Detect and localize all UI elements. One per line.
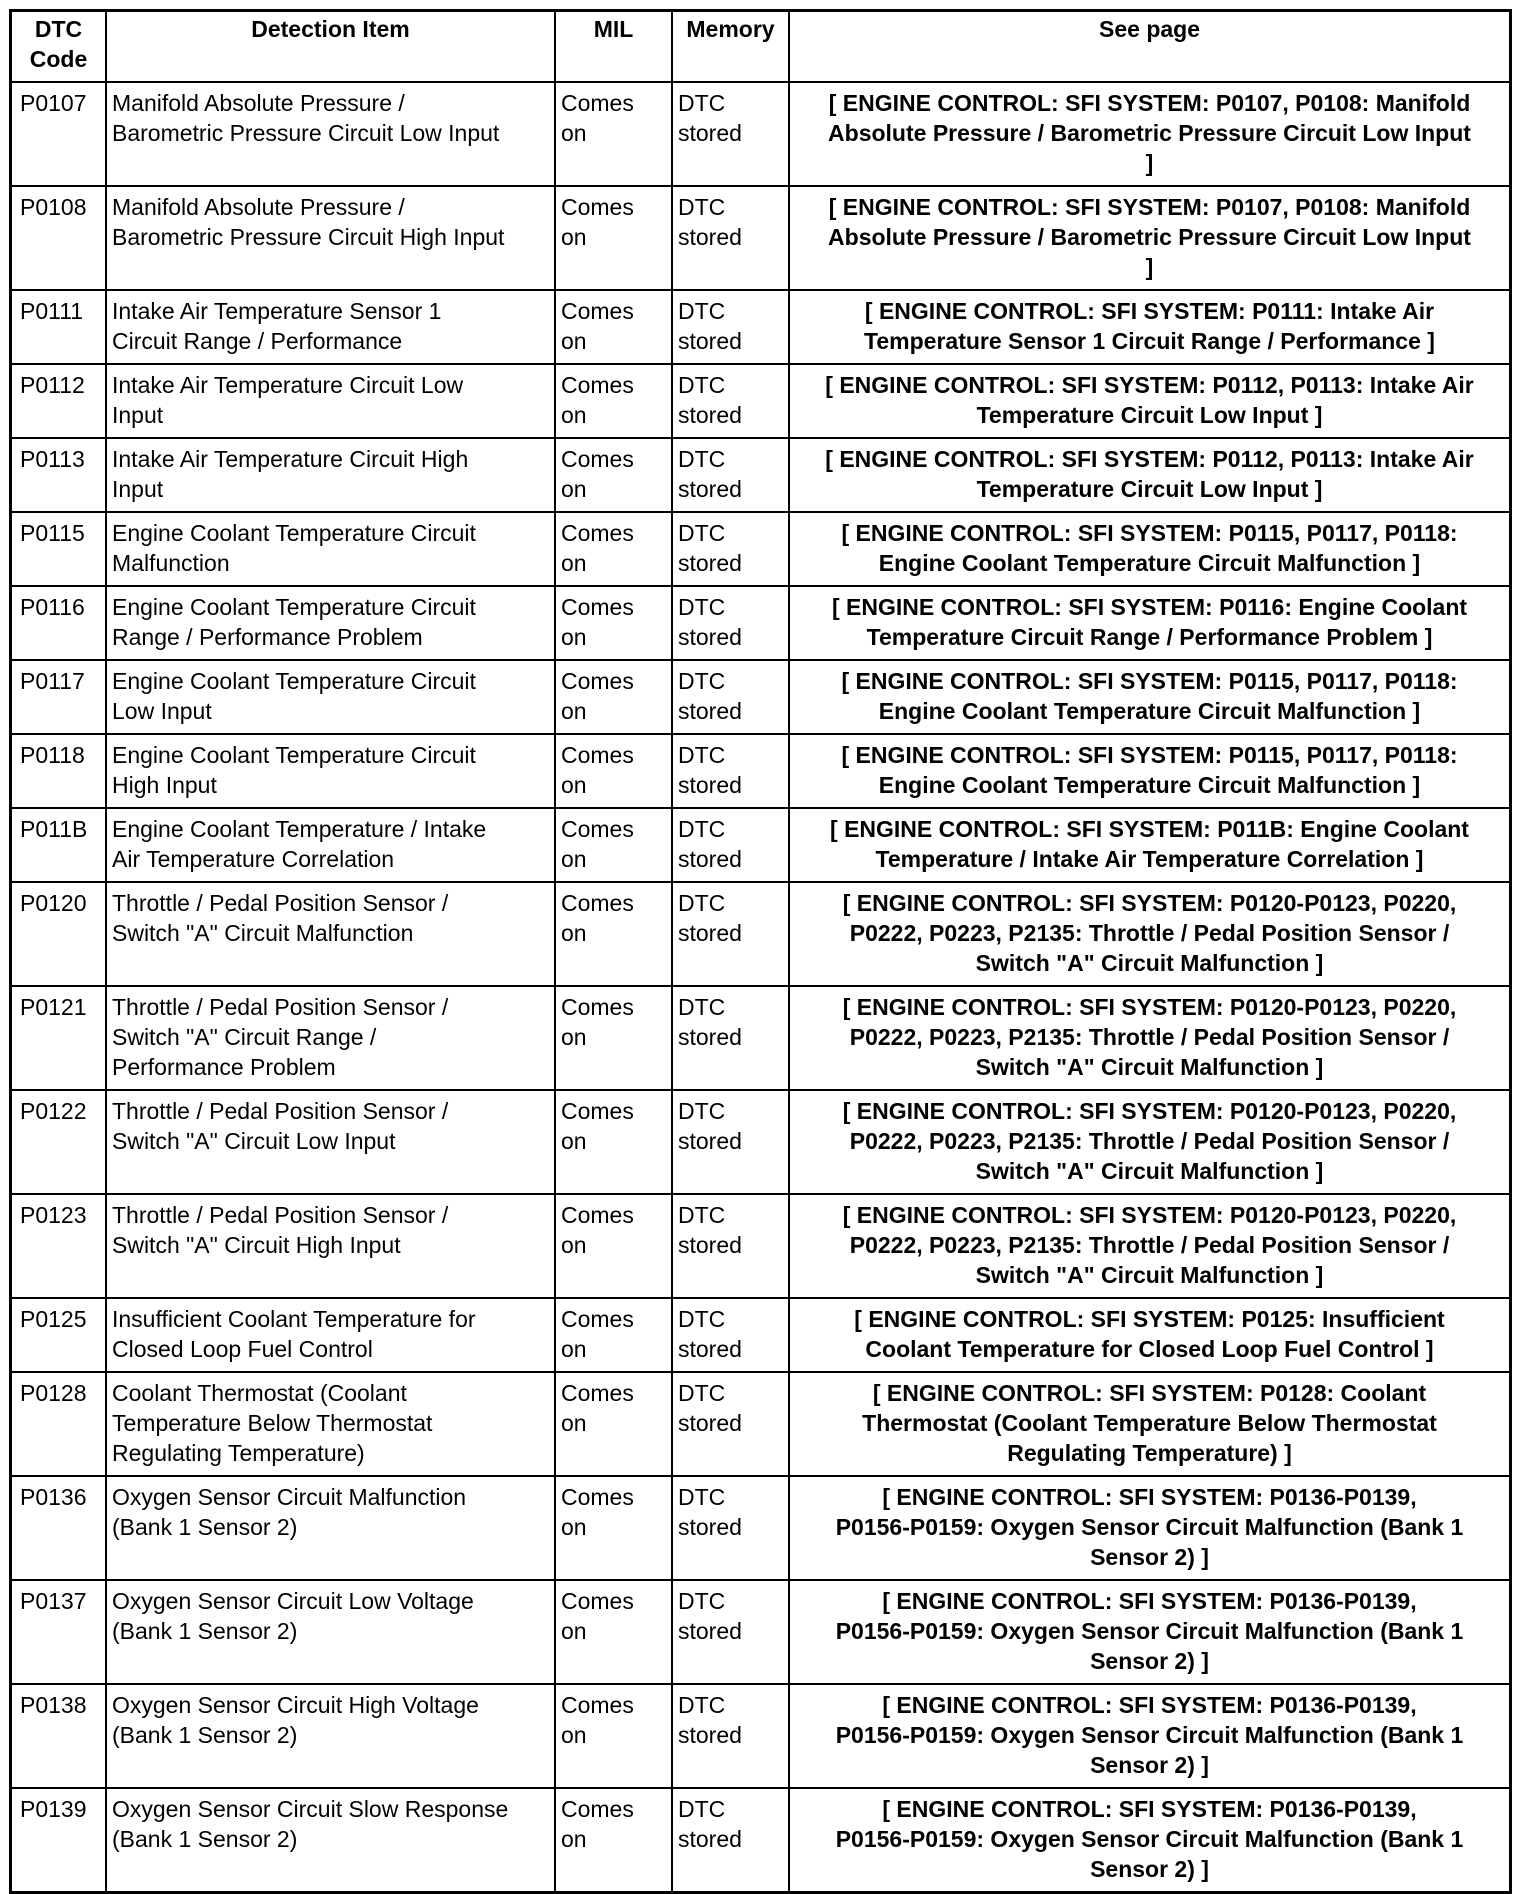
see-page-link[interactable]: [ ENGINE CONTROL: SFI SYSTEM: P0128: Coolant Thermostat (Coolant Temperature Below Thermostat Regulating Temperature) ] <box>789 1372 1511 1476</box>
mil-cell: Comes on <box>555 660 672 734</box>
table-row <box>11 82 1511 186</box>
mil-cell: Comes on <box>555 186 672 290</box>
detection-item-cell: Coolant Thermostat (Coolant Temperature Below Thermostat Regulating Temperature) <box>106 1372 555 1476</box>
memory-cell: DTC stored <box>672 660 789 734</box>
see-page-link[interactable]: [ ENGINE CONTROL: SFI SYSTEM: P0115, P0117, P0118: Engine Coolant Temperature Circuit Malfunction ] <box>789 734 1511 808</box>
see-page-link[interactable]: [ ENGINE CONTROL: SFI SYSTEM: P0136-P0139, P0156-P0159: Oxygen Sensor Circuit Malfunction (Bank 1 Sensor 2) ] <box>789 1788 1511 1893</box>
detection-item-cell: Throttle / Pedal Position Sensor / Switch "A" Circuit Malfunction <box>106 882 555 986</box>
memory-cell: DTC stored <box>672 1476 789 1580</box>
table-row <box>11 1476 1511 1580</box>
memory-cell: DTC stored <box>672 364 789 438</box>
memory-cell: DTC stored <box>672 1372 789 1476</box>
dtc-table <box>9 9 1512 1894</box>
table-row <box>11 882 1511 986</box>
detection-item-cell: Engine Coolant Temperature Circuit Low Input <box>106 660 555 734</box>
dtc-code-cell: P011B <box>11 808 107 882</box>
mil-cell: Comes on <box>555 1476 672 1580</box>
table-row <box>11 1372 1511 1476</box>
memory-cell: DTC stored <box>672 1580 789 1684</box>
table-row <box>11 1684 1511 1788</box>
dtc-code-cell: P0123 <box>11 1194 107 1298</box>
mil-cell: Comes on <box>555 986 672 1090</box>
mil-cell: Comes on <box>555 808 672 882</box>
detection-item-cell: Oxygen Sensor Circuit Malfunction (Bank 1 Sensor 2) <box>106 1476 555 1580</box>
mil-cell: Comes on <box>555 364 672 438</box>
see-page-link[interactable]: [ ENGINE CONTROL: SFI SYSTEM: P0120-P0123, P0220, P0222, P0223, P2135: Throttle / Pedal Position Sensor / Switch "A" Circuit Malfunction ] <box>789 882 1511 986</box>
table-row <box>11 1788 1511 1893</box>
mil-cell: Comes on <box>555 1580 672 1684</box>
table-row <box>11 586 1511 660</box>
see-page-link[interactable]: [ ENGINE CONTROL: SFI SYSTEM: P0136-P0139, P0156-P0159: Oxygen Sensor Circuit Malfunction (Bank 1 Sensor 2) ] <box>789 1684 1511 1788</box>
dtc-code-cell: P0116 <box>11 586 107 660</box>
dtc-code-cell: P0137 <box>11 1580 107 1684</box>
see-page-link[interactable]: [ ENGINE CONTROL: SFI SYSTEM: P0112, P0113: Intake Air Temperature Circuit Low Input ] <box>789 438 1511 512</box>
detection-item-cell: Throttle / Pedal Position Sensor / Switch "A" Circuit Low Input <box>106 1090 555 1194</box>
detection-item-cell: Manifold Absolute Pressure / Barometric Pressure Circuit Low Input <box>106 82 555 186</box>
mil-cell: Comes on <box>555 882 672 986</box>
dtc-code-cell: P0139 <box>11 1788 107 1893</box>
memory-cell: DTC stored <box>672 290 789 364</box>
mil-cell: Comes on <box>555 1298 672 1372</box>
dtc-code-cell: P0121 <box>11 986 107 1090</box>
detection-item-cell: Insufficient Coolant Temperature for Closed Loop Fuel Control <box>106 1298 555 1372</box>
mil-cell: Comes on <box>555 1194 672 1298</box>
detection-item-cell: Intake Air Temperature Circuit Low Input <box>106 364 555 438</box>
mil-cell: Comes on <box>555 1788 672 1893</box>
memory-cell: DTC stored <box>672 1298 789 1372</box>
table-row <box>11 364 1511 438</box>
table-row <box>11 512 1511 586</box>
detection-item-cell: Throttle / Pedal Position Sensor / Switch "A" Circuit High Input <box>106 1194 555 1298</box>
header-dtc-code: DTC Code <box>11 11 107 83</box>
see-page-link[interactable]: [ ENGINE CONTROL: SFI SYSTEM: P0120-P0123, P0220, P0222, P0223, P2135: Throttle / Pedal Position Sensor / Switch "A" Circuit Malfunction ] <box>789 1194 1511 1298</box>
mil-cell: Comes on <box>555 290 672 364</box>
memory-cell: DTC stored <box>672 882 789 986</box>
detection-item-cell: Oxygen Sensor Circuit Low Voltage (Bank 1 Sensor 2) <box>106 1580 555 1684</box>
see-page-link[interactable]: [ ENGINE CONTROL: SFI SYSTEM: P011B: Engine Coolant Temperature / Intake Air Temperature Correlation ] <box>789 808 1511 882</box>
table-row <box>11 986 1511 1090</box>
mil-cell: Comes on <box>555 82 672 186</box>
detection-item-cell: Engine Coolant Temperature Circuit Malfunction <box>106 512 555 586</box>
mil-cell: Comes on <box>555 438 672 512</box>
detection-item-cell: Engine Coolant Temperature Circuit High Input <box>106 734 555 808</box>
see-page-link[interactable]: [ ENGINE CONTROL: SFI SYSTEM: P0112, P0113: Intake Air Temperature Circuit Low Input ] <box>789 364 1511 438</box>
detection-item-cell: Engine Coolant Temperature / Intake Air Temperature Correlation <box>106 808 555 882</box>
dtc-code-cell: P0112 <box>11 364 107 438</box>
mil-cell: Comes on <box>555 1684 672 1788</box>
mil-cell: Comes on <box>555 512 672 586</box>
table-row <box>11 734 1511 808</box>
dtc-code-cell: P0118 <box>11 734 107 808</box>
dtc-code-cell: P0108 <box>11 186 107 290</box>
header-detection-item: Detection Item <box>106 11 555 83</box>
table-row <box>11 1298 1511 1372</box>
table-row <box>11 1580 1511 1684</box>
see-page-link[interactable]: [ ENGINE CONTROL: SFI SYSTEM: P0136-P0139, P0156-P0159: Oxygen Sensor Circuit Malfunction (Bank 1 Sensor 2) ] <box>789 1580 1511 1684</box>
see-page-link[interactable]: [ ENGINE CONTROL: SFI SYSTEM: P0116: Engine Coolant Temperature Circuit Range / Performance Problem ] <box>789 586 1511 660</box>
dtc-code-cell: P0117 <box>11 660 107 734</box>
dtc-code-cell: P0138 <box>11 1684 107 1788</box>
memory-cell: DTC stored <box>672 1090 789 1194</box>
detection-item-cell: Throttle / Pedal Position Sensor / Switch "A" Circuit Range / Performance Problem <box>106 986 555 1090</box>
see-page-link[interactable]: [ ENGINE CONTROL: SFI SYSTEM: P0125: Insufficient Coolant Temperature for Closed Loop Fuel Control ] <box>789 1298 1511 1372</box>
memory-cell: DTC stored <box>672 586 789 660</box>
dtc-code-cell: P0107 <box>11 82 107 186</box>
detection-item-cell: Oxygen Sensor Circuit Slow Response (Bank 1 Sensor 2) <box>106 1788 555 1893</box>
memory-cell: DTC stored <box>672 82 789 186</box>
detection-item-cell: Engine Coolant Temperature Circuit Range / Performance Problem <box>106 586 555 660</box>
table-row <box>11 186 1511 290</box>
detection-item-cell: Oxygen Sensor Circuit High Voltage (Bank 1 Sensor 2) <box>106 1684 555 1788</box>
header-memory: Memory <box>672 11 789 83</box>
mil-cell: Comes on <box>555 1090 672 1194</box>
dtc-code-cell: P0115 <box>11 512 107 586</box>
dtc-code-cell: P0113 <box>11 438 107 512</box>
mil-cell: Comes on <box>555 586 672 660</box>
detection-item-cell: Intake Air Temperature Circuit High Input <box>106 438 555 512</box>
dtc-code-cell: P0120 <box>11 882 107 986</box>
table-row <box>11 438 1511 512</box>
memory-cell: DTC stored <box>672 512 789 586</box>
memory-cell: DTC stored <box>672 1684 789 1788</box>
table-row <box>11 1194 1511 1298</box>
memory-cell: DTC stored <box>672 808 789 882</box>
dtc-code-cell: P0125 <box>11 1298 107 1372</box>
see-page-link[interactable]: [ ENGINE CONTROL: SFI SYSTEM: P0136-P0139, P0156-P0159: Oxygen Sensor Circuit Malfunction (Bank 1 Sensor 2) ] <box>789 1476 1511 1580</box>
see-page-link[interactable]: [ ENGINE CONTROL: SFI SYSTEM: P0107, P0108: Manifold Absolute Pressure / Barometric Pressure Circuit Low Input ] <box>789 186 1511 290</box>
see-page-link[interactable]: [ ENGINE CONTROL: SFI SYSTEM: P0107, P0108: Manifold Absolute Pressure / Barometric Pressure Circuit Low Input ] <box>789 82 1511 186</box>
dtc-code-cell: P0122 <box>11 1090 107 1194</box>
mil-cell: Comes on <box>555 1372 672 1476</box>
dtc-code-cell: P0111 <box>11 290 107 364</box>
table-row <box>11 808 1511 882</box>
memory-cell: DTC stored <box>672 186 789 290</box>
memory-cell: DTC stored <box>672 986 789 1090</box>
detection-item-cell: Intake Air Temperature Sensor 1 Circuit Range / Performance <box>106 290 555 364</box>
see-page-link[interactable]: [ ENGINE CONTROL: SFI SYSTEM: P0120-P0123, P0220, P0222, P0223, P2135: Throttle / Pedal Position Sensor / Switch "A" Circuit Malfunction ] <box>789 1090 1511 1194</box>
table-row <box>11 660 1511 734</box>
memory-cell: DTC stored <box>672 438 789 512</box>
dtc-code-cell: P0128 <box>11 1372 107 1476</box>
memory-cell: DTC stored <box>672 1194 789 1298</box>
see-page-link[interactable]: [ ENGINE CONTROL: SFI SYSTEM: P0115, P0117, P0118: Engine Coolant Temperature Circuit Malfunction ] <box>789 660 1511 734</box>
table-row <box>11 290 1511 364</box>
header-mil: MIL <box>555 11 672 83</box>
see-page-link[interactable]: [ ENGINE CONTROL: SFI SYSTEM: P0111: Intake Air Temperature Sensor 1 Circuit Range / Performance ] <box>789 290 1511 364</box>
mil-cell: Comes on <box>555 734 672 808</box>
header-row <box>11 11 1511 83</box>
table-row <box>11 1090 1511 1194</box>
detection-item-cell: Manifold Absolute Pressure / Barometric Pressure Circuit High Input <box>106 186 555 290</box>
dtc-code-cell: P0136 <box>11 1476 107 1580</box>
memory-cell: DTC stored <box>672 734 789 808</box>
memory-cell: DTC stored <box>672 1788 789 1893</box>
see-page-link[interactable]: [ ENGINE CONTROL: SFI SYSTEM: P0115, P0117, P0118: Engine Coolant Temperature Circuit Malfunction ] <box>789 512 1511 586</box>
see-page-link[interactable]: [ ENGINE CONTROL: SFI SYSTEM: P0120-P0123, P0220, P0222, P0223, P2135: Throttle / Pedal Position Sensor / Switch "A" Circuit Malfunction ] <box>789 986 1511 1090</box>
header-see-page: See page <box>789 11 1511 83</box>
